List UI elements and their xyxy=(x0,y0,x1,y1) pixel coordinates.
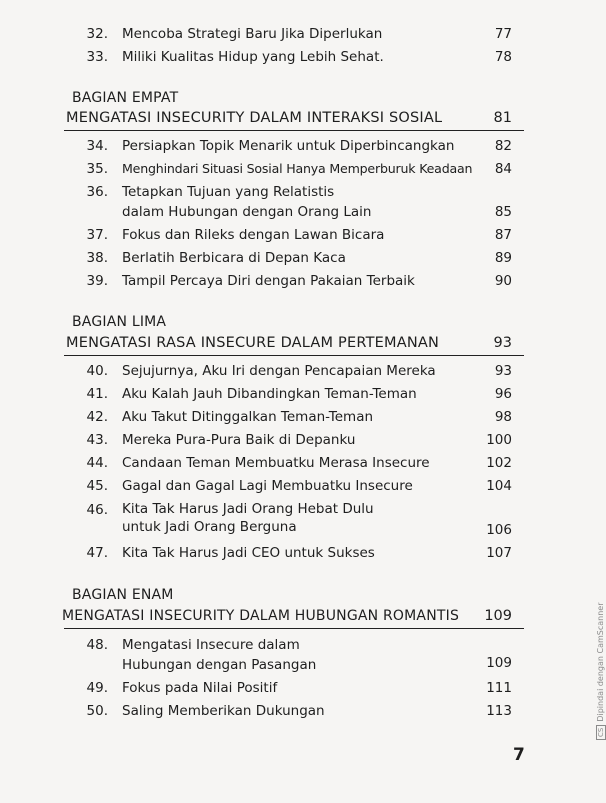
entry-page: 107 xyxy=(486,545,512,561)
entry-page: 77 xyxy=(494,26,512,42)
entry-page: 85 xyxy=(494,204,512,220)
section-label: BAGIAN EMPAT xyxy=(72,90,179,106)
entry-title: Berlatih Berbicara di Depan Kaca xyxy=(122,250,346,266)
entry-number: 50. xyxy=(86,703,108,719)
entry-number: 38. xyxy=(86,250,108,266)
entry-page: 109 xyxy=(486,655,512,671)
entry-number: 40. xyxy=(86,363,108,379)
entry-number: 48. xyxy=(86,637,108,653)
entry-number: 39. xyxy=(86,273,108,289)
section-page: 93 xyxy=(493,335,512,351)
entry-page: 96 xyxy=(494,386,512,402)
entry-page: 98 xyxy=(494,409,512,425)
camscanner-logo-icon: CS xyxy=(596,725,606,740)
entry-number: 46. xyxy=(86,502,108,518)
entry-page: 93 xyxy=(494,363,512,379)
entry-title: Menghindari Situasi Sosial Hanya Memperburuk Keadaan xyxy=(122,161,473,176)
entry-title: Aku Kalah Jauh Dibandingkan Teman-Teman xyxy=(122,386,417,402)
entry-page: 82 xyxy=(494,138,512,154)
entry-number: 44. xyxy=(86,455,108,471)
section-divider xyxy=(64,355,524,356)
entry-title-line: Hubungan dengan Pasangan xyxy=(122,657,317,673)
entry-number: 33. xyxy=(86,49,108,65)
entry-title xyxy=(122,635,316,675)
entry-title xyxy=(122,500,374,536)
entry-page: 106 xyxy=(486,522,512,538)
entry-number: 49. xyxy=(86,680,108,696)
entry-title: Kita Tak Harus Jadi CEO untuk Sukses xyxy=(122,545,375,561)
entry-page: 84 xyxy=(494,161,512,177)
entry-page: 89 xyxy=(494,250,512,266)
entry-title: Tampil Percaya Diri dengan Pakaian Terbaik xyxy=(122,273,415,289)
section-title: MENGATASI INSECURITY DALAM INTERAKSI SOSIAL xyxy=(66,110,443,126)
page-number: 7 xyxy=(513,745,525,765)
toc-entry xyxy=(0,47,600,69)
section-page: 81 xyxy=(493,110,512,126)
section-divider xyxy=(64,628,524,629)
entry-page: 102 xyxy=(486,455,512,471)
section-label: BAGIAN LIMA xyxy=(72,314,167,330)
entry-title: Gagal dan Gagal Lagi Membuatku Insecure xyxy=(122,478,413,494)
entry-title: Mencoba Strategi Baru Jika Diperlukan xyxy=(122,26,383,42)
entry-title-line: dalam Hubungan dengan Orang Lain xyxy=(122,204,372,220)
entry-page: 100 xyxy=(486,432,512,448)
entry-page: 104 xyxy=(486,478,512,494)
entry-title: Fokus dan Rileks dengan Lawan Bicara xyxy=(122,227,385,243)
entry-title: Persiapkan Topik Menarik untuk Diperbincangkan xyxy=(122,138,455,154)
entry-page: 113 xyxy=(486,703,512,719)
entry-number: 36. xyxy=(86,184,108,200)
entry-number: 41. xyxy=(86,386,108,402)
entry-page: 87 xyxy=(494,227,512,243)
entry-number: 47. xyxy=(86,545,108,561)
entry-number: 45. xyxy=(86,478,108,494)
entry-number: 34. xyxy=(86,138,108,154)
entry-title: Candaan Teman Membuatku Merasa Insecure xyxy=(122,455,430,471)
entry-title: Sejujurnya, Aku Iri dengan Pencapaian Mereka xyxy=(122,363,436,379)
entry-title-line: Tetapkan Tujuan yang Relatistis xyxy=(122,184,335,200)
section-page: 109 xyxy=(484,608,512,624)
entry-number: 35. xyxy=(86,161,108,177)
toc-entry xyxy=(0,24,600,46)
section-label: BAGIAN ENAM xyxy=(72,587,174,603)
entry-number: 42. xyxy=(86,409,108,425)
entry-page: 90 xyxy=(494,273,512,289)
section-title: MENGATASI RASA INSECURE DALAM PERTEMANAN xyxy=(66,335,440,351)
entry-page: 111 xyxy=(486,680,512,696)
entry-number: 32. xyxy=(86,26,108,42)
entry-title: Saling Memberikan Dukungan xyxy=(122,703,325,719)
entry-title xyxy=(122,182,371,222)
entry-title: Aku Takut Ditinggalkan Teman-Teman xyxy=(122,409,374,425)
entry-page: 78 xyxy=(494,49,512,65)
scanner-watermark xyxy=(596,602,606,740)
entry-title-line: Mengatasi Insecure dalam xyxy=(122,637,300,653)
entry-title: Mereka Pura-Pura Baik di Depanku xyxy=(122,432,356,448)
watermark-text: Dipindai dengan CamScanner xyxy=(596,602,605,722)
entry-number: 43. xyxy=(86,432,108,448)
section-divider xyxy=(64,130,524,131)
entry-number: 37. xyxy=(86,227,108,243)
entry-title-line: untuk Jadi Orang Berguna xyxy=(122,519,297,535)
entry-title: Fokus pada Nilai Positif xyxy=(122,680,278,696)
entry-title: Miliki Kualitas Hidup yang Lebih Sehat. xyxy=(122,49,384,65)
section-title: MENGATASI INSECURITY DALAM HUBUNGAN ROMANTIS xyxy=(62,608,460,624)
entry-title-line: Kita Tak Harus Jadi Orang Hebat Dulu xyxy=(122,501,374,517)
